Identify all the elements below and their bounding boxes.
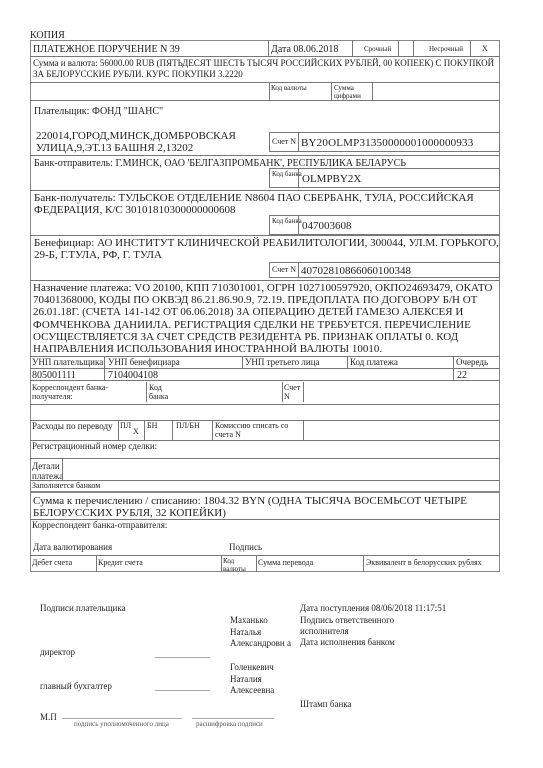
transfer-expenses-label: Расходы по переводу — [32, 421, 113, 431]
authorized-signature-label: подпись уполномоченного лица — [74, 720, 169, 728]
nonurgent-mark: X — [482, 44, 488, 53]
received-date: Дата поступления 08/06/2018 11:17:51 — [300, 603, 447, 613]
beneficiary-text: Бенефициар: АО ИНСТИТУТ КЛИНИЧЕСКОЙ РЕАБИЛИТОЛОГИИ, 300044, УЛ.М. ГОРЬКОГО, 29-Б, Г.ТУЛА, РФ, Г. ТУЛА — [34, 237, 499, 261]
accountant-signature-line — [155, 690, 210, 691]
amount-text: Сумма и валюта: 56000.00 RUB (ПЯТЬДЕСЯТ ШЕСТЬ ТЫСЯЧ РОССИЙСКИХ РУБЛЕЙ, 00 КОПЕЕК) С ПОКУПКОЙ ЗА БЕЛОРУССКИЕ РУБЛИ. КУРС ПОКУПКИ 3.2220 — [33, 58, 495, 79]
chief-accountant-label: главный бухгалтер — [40, 681, 112, 691]
details-label: Детали платежа — [32, 461, 64, 481]
order-title: ПЛАТЕЖНОЕ ПОРУЧЕНИЕ N 39 — [33, 44, 180, 55]
bottom-header-byn-equivalent: Эквивалент в белорусских рублях — [366, 558, 482, 567]
signature-decoding-line — [192, 718, 274, 719]
correspondent-account-label: Счет N — [284, 383, 301, 401]
sum-digits-label: Сумма цифрами — [334, 84, 361, 100]
correspondent-code-label: Код банка — [149, 383, 169, 401]
commission-label: Комиссию списать со счета N — [215, 421, 289, 439]
registration-label: Регистрационный номер сделки: — [32, 441, 158, 451]
currency-date-signature-label: Подпись — [229, 542, 263, 552]
sender-bank-code-label: Код банка — [272, 170, 302, 178]
beneficiary-account-label: Счет N — [272, 265, 297, 274]
transfer-option-pl: ПЛ — [120, 421, 132, 430]
correspondent-label: Корреспондент банка-получателя: — [32, 383, 109, 401]
director-label: директор — [40, 647, 75, 657]
purpose-text: Назначение платежа: VO 20100, КПП 710301001, ОГРН 1027100597920, ОКПО24693479, ОКАТО 70401368000, КОДЫ ПО ОКВЭД 86.21.86.90.9, 72.19. ПРЕДОПЛАТА ПО ДОГОВОРУ Б/Н ОТ 26.01.18Г. (СЧЕТА 141-142 ОТ 06.06.2018) ЗА ОПЕРАЦИЮ ДЕТЕЙ ГАМЕЗО АЛЕКСЕЯ И ФОМЧЕНКОВА ДАНИИЛА. РЕГИСТРАЦИЯ СДЕЛКИ НЕ ТРЕБУЕТСЯ. ПЕРЕЧИСЛЕНИЕ ОСУЩЕСТВЛЯЕТСЯ ЗА СЧЕТ СРЕДСТВ РЕЗИДЕНТА РБ. ПРИЗНАК ОПЛАТЫ 0. КОД НАПРАВЛЕНИЯ ИСПОЛЬЗОВАНИЯ ИНОСТРАННОЙ ВАЛЮТЫ 10010. — [33, 282, 493, 356]
responsible-signature: Подпись ответственного исполнителя — [300, 615, 395, 636]
ids-header-queue: Очередь — [456, 357, 489, 367]
sender-bank-code: OLMPBY2X — [302, 173, 362, 185]
ids-header-payment-code: Код платежа — [350, 357, 398, 367]
ids-header-third-party-unp: УНП третьего лица — [245, 357, 320, 367]
execution-date: Дата исполнения банком — [300, 637, 395, 647]
ids-header-payer-unp: УНП плательщика — [32, 357, 104, 367]
transfer-option-bn: БН — [147, 421, 158, 430]
payer-account-label: Счет N — [272, 137, 297, 146]
order-date: Дата 08.06.2018 — [271, 44, 339, 55]
payer-unp-value: 805001111 — [32, 370, 76, 381]
payer-account: BY20OLMP31350000001000000933 — [301, 137, 474, 149]
bottom-header-currency-code: Код валюты — [223, 557, 246, 573]
beneficiary-unp-value: 7104004108 — [108, 370, 158, 381]
receiver-bank-code-label: Код банка — [272, 217, 302, 225]
sender-correspondent-label: Корреспондент банка-отправителя: — [32, 520, 168, 530]
payer-label: Плательщик: ФОНД "ШАНС" — [34, 106, 164, 117]
ids-header-beneficiary-unp: УНП бенефициара — [108, 357, 180, 367]
nonurgent-label: Несрочный — [429, 45, 463, 53]
mp-label: М.П — [40, 712, 57, 722]
bank-fill-label: Заполняется банком — [32, 481, 101, 490]
currency-code-label: Код валюты — [271, 84, 307, 92]
receiver-bank-text: Банк-получатель: ТУЛЬСКОЕ ОТДЕЛЕНИЕ N8604 ПАО СБЕРБАНК, ТУЛА, РОССИЙСКАЯ ФЕДЕРАЦИЯ, К/С 30101810300000000608 — [34, 192, 474, 216]
transfer-option-pl-mark: X — [133, 427, 139, 436]
signature-decoding-label: расшифровка подписи — [196, 720, 263, 728]
beneficiary-account: 40702810866060100348 — [301, 265, 411, 277]
transfer-sum-text: Сумма к перечислению / списанию: 1804.32 BYN (ОДНА ТЫСЯЧА ВОСЕМЬСОТ ЧЕТЫРЕ БЕЛОРУССКИХ РУБЛЯ, 32 КОПЕЙКИ) — [33, 495, 468, 519]
urgent-label: Срочный — [364, 45, 392, 53]
director-name: Маханько Наталья Александровн а — [230, 615, 291, 648]
bottom-header-debit: Дебет счета — [32, 558, 73, 567]
receiver-bank-code: 047003608 — [302, 220, 352, 232]
payer-signatures-label: Подписи плательщика — [40, 603, 126, 613]
director-signature-line — [155, 657, 210, 658]
queue-value: 22 — [457, 370, 467, 381]
payer-address: 220014,ГОРОД,МИНСК,ДОМБРОВСКАЯ УЛИЦА,9,ЭТ.13 БАШНЯ 2,13202 — [36, 130, 236, 154]
transfer-option-pl-bn: ПЛ/БН — [176, 421, 200, 430]
currency-date-label: Дата валютирования — [33, 542, 113, 552]
copy-mark: КОПИЯ — [30, 30, 65, 41]
accountant-name: Голенкевич Наталия Алексеевна — [230, 662, 275, 695]
authorized-signature-line — [62, 718, 182, 719]
bottom-header-transfer-sum: Сумма перевода — [258, 558, 314, 567]
bank-stamp: Штамп банка — [300, 699, 352, 709]
bottom-header-credit: Кредит счета — [98, 558, 143, 567]
sender-bank-text: Банк-отправитель: Г.МИНСК, ОАО 'БЕЛГАЗПРОМБАНК', РЕСПУБЛИКА БЕЛАРУСЬ — [34, 158, 407, 169]
